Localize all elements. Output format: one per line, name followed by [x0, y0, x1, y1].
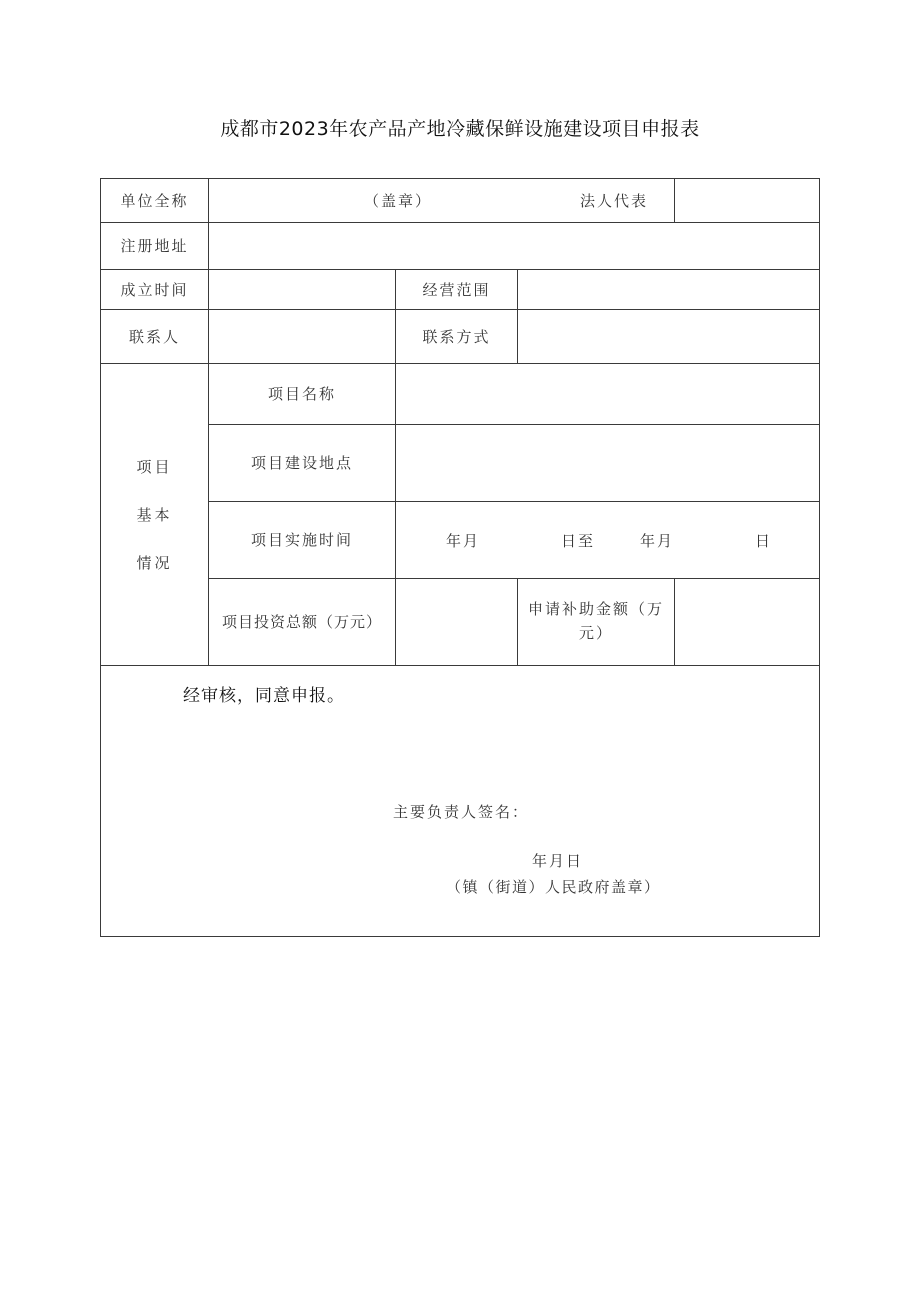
legal-rep-label: 法人代表: [580, 192, 649, 210]
project-location-field[interactable]: [395, 424, 820, 502]
project-name-label: 项目名称: [208, 363, 396, 425]
project-section-label-line1: 项目: [136, 457, 173, 476]
seal-note: （盖章）: [364, 192, 433, 210]
approval-date-label: 年月日: [532, 852, 584, 870]
signature-label: 主要负责人签名：: [393, 803, 530, 821]
subsidy-label: 申请补助金额（万元）: [517, 578, 675, 666]
project-period-label: 项目实施时间: [208, 501, 396, 579]
investment-label: 项目投资总额（万元）: [208, 578, 396, 666]
period-start-day-to: 日至: [561, 532, 596, 550]
business-scope-label: 经营范围: [395, 269, 518, 310]
reg-address-label: 注册地址: [100, 222, 209, 270]
form-title: 成都市2023年农产品产地冷藏保鲜设施建设项目申报表: [220, 118, 700, 140]
project-section-label-line2: 基本: [136, 505, 173, 524]
investment-field[interactable]: [395, 578, 518, 666]
business-scope-field[interactable]: [517, 269, 820, 310]
contact-method-label: 联系方式: [395, 309, 518, 364]
government-seal-label: （镇（街道）人民政府盖章）: [446, 878, 661, 896]
period-start-year-month: 年月: [446, 532, 481, 550]
legal-rep-field[interactable]: [674, 178, 820, 223]
contact-person-field[interactable]: [208, 309, 396, 364]
reg-address-field[interactable]: [208, 222, 820, 270]
project-name-field[interactable]: [395, 363, 820, 425]
established-field[interactable]: [208, 269, 396, 310]
period-end-day: 日: [755, 532, 773, 550]
project-section-label-line3: 情况: [136, 553, 173, 572]
contact-person-label: 联系人: [100, 309, 209, 364]
project-location-label: 项目建设地点: [208, 424, 396, 502]
period-end-year-month: 年月: [640, 532, 675, 550]
approval-statement: 经审核，同意申报。: [183, 686, 345, 706]
established-label: 成立时间: [100, 269, 209, 310]
contact-method-field[interactable]: [517, 309, 820, 364]
project-section-label: [100, 363, 209, 666]
subsidy-field[interactable]: [674, 578, 820, 666]
unit-name-label: 单位全称: [100, 178, 209, 223]
